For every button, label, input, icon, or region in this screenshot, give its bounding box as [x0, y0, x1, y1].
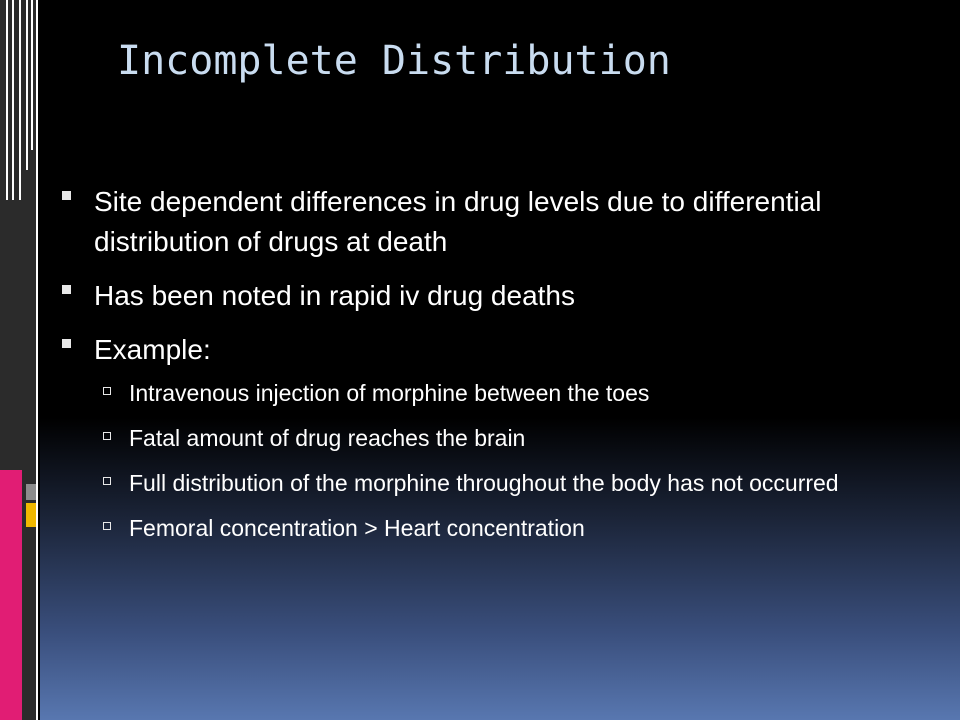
- left-decorative-bar: [0, 0, 38, 720]
- sub-bullet-item: [94, 468, 914, 498]
- square-bullet-icon: [62, 339, 71, 348]
- sub-bullet-item: [94, 513, 914, 543]
- bullet-item: [54, 276, 914, 316]
- bullet-text: Has been noted in rapid iv drug deaths: [94, 280, 575, 311]
- bullet-item: [54, 182, 914, 262]
- square-bullet-icon: [62, 285, 71, 294]
- stripe: [12, 0, 14, 200]
- sub-bullet-text: Intravenous injection of morphine between the toes: [129, 380, 650, 406]
- sub-bullet-text: Femoral concentration > Heart concentration: [129, 515, 585, 541]
- bullet-list: [54, 182, 914, 558]
- sub-bullet-item: [94, 378, 914, 408]
- sub-bullet-text: Fatal amount of drug reaches the brain: [129, 425, 526, 451]
- stripe: [31, 0, 33, 150]
- bullet-text: Example:: [94, 334, 211, 365]
- hollow-square-bullet-icon: [103, 432, 111, 440]
- sub-bullet-list: [94, 378, 914, 543]
- bar-edge-line: [36, 0, 38, 720]
- slide-title: Incomplete Distribution: [117, 38, 671, 84]
- hollow-square-bullet-icon: [103, 522, 111, 530]
- stripe: [26, 0, 28, 170]
- stripe: [6, 0, 8, 200]
- slide-canvas: [40, 0, 960, 720]
- decorative-stripes: [0, 0, 38, 200]
- accent-pink-block: [0, 470, 22, 720]
- sub-bullet-item: [94, 423, 914, 453]
- bullet-item: [54, 330, 914, 543]
- hollow-square-bullet-icon: [103, 477, 111, 485]
- sub-bullet-text: Full distribution of the morphine throughout the body has not occurred: [129, 470, 839, 496]
- square-bullet-icon: [62, 191, 71, 200]
- bullet-text: Site dependent differences in drug levels due to differential distribution of drugs at death: [94, 186, 822, 257]
- stripe: [19, 0, 21, 200]
- hollow-square-bullet-icon: [103, 387, 111, 395]
